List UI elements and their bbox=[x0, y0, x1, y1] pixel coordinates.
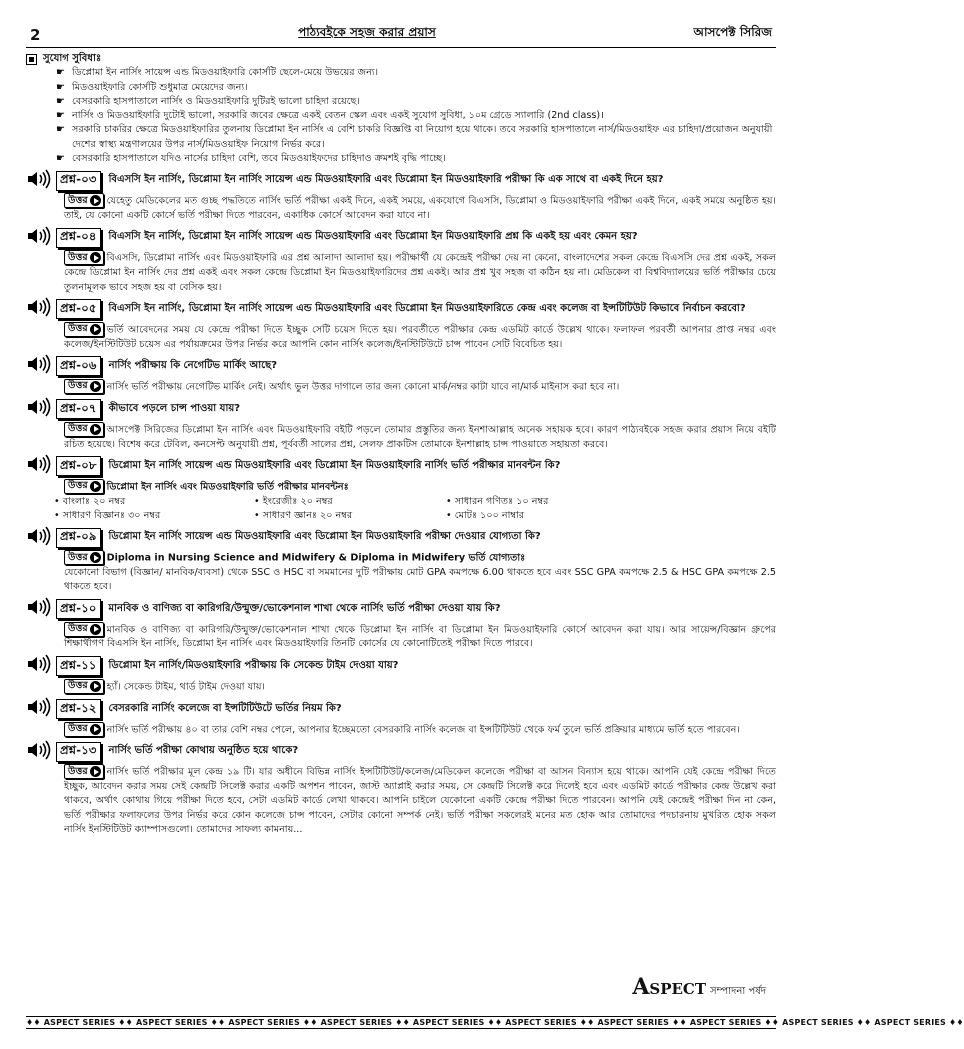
question-text: বেসরকারি নার্সিং কলেজে বা ইন্সটিটিউটে ভর্তির নিয়ম কি? bbox=[108, 702, 342, 714]
question-text: ডিপ্লোমা ইন নার্সিং/মিডওয়াইফারি পরীক্ষায় কি সেকেন্ড টাইম দেওয়া যায়? bbox=[108, 659, 399, 671]
answer-block bbox=[64, 764, 776, 837]
answer-block bbox=[64, 679, 776, 695]
qa-block bbox=[26, 656, 776, 695]
speaker-icon bbox=[26, 740, 52, 764]
play-arrow-icon bbox=[90, 724, 101, 735]
answer-badge: উত্তর bbox=[64, 679, 104, 694]
question-number-badge: প্রশ্ন-১১ bbox=[56, 656, 101, 676]
play-arrow-icon bbox=[90, 624, 101, 635]
question-text: কীভাবে পড়লে চান্স পাওয়া যায়? bbox=[108, 402, 241, 414]
answer-subheading: ডিপ্লোমা ইন নার্সিং এবং মিডওয়াইফারি ভর্তি পরীক্ষার মানবন্টনঃ bbox=[106, 481, 349, 493]
qa-list bbox=[26, 170, 776, 837]
marks-item: • সাধারন গণিতঃ ১০ নম্বর bbox=[446, 495, 646, 509]
answer-block bbox=[64, 379, 776, 395]
benefits-heading: সুযোগ সুবিধাঃ bbox=[43, 53, 102, 64]
play-arrow-icon bbox=[90, 681, 101, 692]
answer-badge: উত্তর bbox=[64, 322, 104, 337]
question-row bbox=[26, 699, 776, 720]
answer-badge: উত্তর bbox=[64, 379, 104, 394]
speaker-icon bbox=[26, 526, 52, 550]
answer-block bbox=[64, 479, 776, 495]
qa-block bbox=[26, 741, 776, 837]
aspect-logo: ASPECT bbox=[632, 974, 707, 1000]
pointing-hand-icon: ☛ bbox=[56, 95, 65, 107]
footer-bar: ♦♦ ASPECT SERIES ♦♦ ASPECT SERIES ♦♦ ASPECT SERIES ♦♦ ASPECT SERIES ♦♦ ASPECT SERIES ♦♦ ASPECT SERIES ♦♦ ASPECT SERIES ♦♦ ASPECT SERIES ♦♦ ASPECT SERIES ♦♦ ASPECT SERIES ♦♦ bbox=[26, 1018, 964, 1027]
speaker-icon bbox=[26, 297, 52, 321]
list-item: ☛ সরকারি চাকরির ক্ষেত্রে মিডওয়াইফারির তুলনায় ডিপ্লোমা ইন নার্সিং এ বেশি চাকরি বিজ্ঞপ্তি বা নিয়োগ হয়ে থাকে। তবে সরকারি হাসপাতালে নার্স/মিডওয়াইফ এর চাহিদা/প্রয়োজন অনুযায়ী দেশের স্বাস্থ্য মন্ত্রণালয়ের উপর নার্স/মিডওয়াইফ নিয়োগ নির্ভর করে। bbox=[56, 124, 773, 150]
qa-block bbox=[26, 399, 776, 452]
question-text: নার্সিং পরীক্ষায় কি নেগেটিভ মার্কিং আছে? bbox=[108, 359, 278, 371]
answer-block bbox=[64, 722, 776, 738]
answer-block bbox=[64, 550, 776, 594]
question-row bbox=[26, 456, 776, 477]
question-number-badge: প্রশ্ন-০৫ bbox=[56, 299, 101, 319]
question-row bbox=[26, 356, 776, 377]
play-arrow-icon bbox=[90, 324, 101, 335]
answer-block bbox=[64, 322, 776, 352]
qa-block bbox=[26, 699, 776, 738]
question-row bbox=[26, 527, 776, 548]
answer-badge: উত্তর bbox=[64, 250, 104, 265]
question-text: নার্সিং ভর্তি পরীক্ষা কোথায় অনুষ্ঠিত হয়ে থাকে? bbox=[108, 745, 299, 757]
speaker-icon bbox=[26, 354, 52, 378]
play-arrow-icon bbox=[90, 766, 101, 777]
list-item: ☛ বেসরকারি হাসপাতালে যদিও নার্সের চাহিদা বেশি, তবে মিডওয়াইফদের চাহিদাও ক্রমশই বৃদ্ধি পাচ্ছে। bbox=[58, 152, 776, 166]
list-item: ☛ ডিপ্লোমা ইন নার্সিং সায়েন্স এন্ড মিডওয়াইফারি কোর্সটি ছেলে-মেয়ে উভয়ের জন্য। bbox=[58, 66, 776, 80]
marks-item: • সাধারণ জ্ঞানঃ ২০ নম্বর bbox=[254, 509, 446, 523]
list-item: ☛ নার্সিং ও মিডওয়াইফারি দুটোই ভালো, সরকারি জবের ক্ষেত্রে একই বেতন স্কেল এবং একই সুযোগ সুবিধা, ১০ম গ্রেডে স্যালারি (2nd class)। bbox=[58, 109, 776, 123]
answer-badge: উত্তর bbox=[64, 193, 104, 208]
question-number-badge: প্রশ্ন-০৮ bbox=[56, 456, 101, 476]
pointing-hand-icon: ☛ bbox=[56, 153, 65, 165]
answer-badge: উত্তর bbox=[64, 550, 104, 565]
answer-block bbox=[64, 193, 776, 223]
qa-block bbox=[26, 456, 776, 523]
speaker-icon bbox=[26, 397, 52, 421]
answer-text: নার্সিং ভর্তি পরীক্ষায় ৪০ বা তার বেশি নম্বর পেলে, আপনার ইচ্ছেমতো বেসরকারি নার্সিং কলেজ বা ইন্সটিটিউট থেকে ফর্ম তুলে ভর্তি প্রক্রিয়ার মাধ্যমে ভর্তি হতে পারবেন। bbox=[106, 724, 740, 736]
answer-text: আসপেক্ট সিরিজের ডিপ্লোমা ইন নার্সিং এবং মিডওয়াইফারি বইটি পড়লে তোমার প্রস্তুতির জন্য ইনশাআল্লাহ অনেক সহায়ক হবে। কারণ পাঠ্যবইকে সহজ করার প্রয়াস নিয়ে বইটি রচিত হয়েছে। বিশেষ করে টেবিল, কনসেপ্ট অনুযায়ী প্রশ্ন, পূর্ববর্তী সালের প্রশ্ন, সেলফ প্রাকটিস তোমাকে ইনশাল্লাহ চান্স পাওয়াতে সহায়তা করবে। bbox=[64, 424, 776, 450]
speaker-icon bbox=[26, 454, 52, 478]
question-row bbox=[26, 227, 776, 248]
play-arrow-icon bbox=[90, 481, 101, 492]
question-number-badge: প্রশ্ন-১২ bbox=[56, 699, 101, 719]
answer-badge: উত্তর bbox=[64, 722, 104, 737]
answer-block bbox=[64, 422, 776, 452]
marks-distribution bbox=[54, 495, 776, 524]
qa-block bbox=[26, 170, 776, 223]
answer-text: নার্সিং ভর্তি পরীক্ষায় নেগেটিভ মার্কিং নেই। অর্থাৎ ভুল উত্তর দাগালে তার জন্য কোনো মার্ক/নম্বর কাটা যাবে না/মার্ক মাইনাস করা হবে না। bbox=[106, 381, 620, 393]
answer-block bbox=[64, 622, 776, 652]
answer-badge: উত্তর bbox=[64, 479, 104, 494]
answer-text: মানবিক ও বাণিজ্য বা কারিগরি/উন্মুক্ত/ভোকেশনাল শাখা থেকে ডিপ্লোমা ইন নার্সিং বা ডিপ্লোমা ইন মিডওয়াইফারি কোর্সে আবেদন করা যায়। আর সায়েন্স/বিজ্ঞান গ্রুপের শিক্ষার্থীগণ বিএসসি ইন নার্সিং, ডিপ্লোমা ইন নার্সিং এবং মিডওয়াইফারি তিনটি কোর্সের যে কোনোটিতেই পরীক্ষা দিতে পারবে। bbox=[64, 624, 776, 650]
question-number-badge: প্রশ্ন-০৯ bbox=[56, 528, 101, 548]
pointing-hand-icon: ☛ bbox=[56, 124, 65, 136]
question-text: বিএসসি ইন নার্সিং, ডিপ্লোমা ইন নার্সিং সায়েন্স এন্ড মিডওয়াইফারি এবং ডিপ্লোমা ইন মিডওয়াইফারি পরীক্ষা কি এক সাথে বা একই দিনে হয়? bbox=[108, 174, 664, 186]
question-text: ডিপ্লোমা ইন নার্সিং সায়েন্স এন্ড মিডওয়াইফারি এবং ডিপ্লোমা ইন মিডওয়াইফারি পরীক্ষা দেওয়ার যোগ্যতা কি? bbox=[108, 531, 541, 543]
pointing-hand-icon: ☛ bbox=[56, 110, 65, 122]
benefits-section bbox=[26, 52, 776, 166]
marks-item: • ইংরেজীঃ ২০ নম্বর bbox=[254, 495, 446, 509]
document-page bbox=[0, 14, 964, 1049]
question-row bbox=[26, 399, 776, 420]
play-arrow-icon bbox=[90, 195, 101, 206]
question-number-badge: প্রশ্ন-০৭ bbox=[56, 399, 101, 419]
speaker-icon bbox=[26, 597, 52, 621]
qa-block bbox=[26, 356, 776, 395]
question-number-badge: প্রশ্ন-০৩ bbox=[56, 171, 101, 191]
play-arrow-icon bbox=[90, 381, 101, 392]
answer-badge: উত্তর bbox=[64, 622, 104, 637]
speaker-icon bbox=[26, 697, 52, 721]
question-text: বিএসসি ইন নার্সিং, ডিপ্লোমা ইন নার্সিং সায়েন্স এন্ড মিডওয়াইফারি এবং ডিপ্লোমা ইন মিডওয়াইফারি প্রশ্ন কি একই হয় এবং কেমন হয়? bbox=[108, 231, 638, 243]
answer-text: হ্যাঁ। সেকেন্ড টাইম, থার্ড টাইম দেওয়া যায়। bbox=[106, 681, 265, 693]
question-row bbox=[26, 741, 776, 762]
square-bullet-icon bbox=[26, 54, 37, 65]
header-title: পাঠ্যবইকে সহজ করার প্রয়াস bbox=[298, 25, 436, 39]
answer-block bbox=[64, 250, 776, 294]
play-arrow-icon bbox=[90, 252, 101, 263]
question-row bbox=[26, 599, 776, 620]
page-number: 2 bbox=[30, 26, 41, 44]
pointing-hand-icon: ☛ bbox=[56, 67, 65, 79]
play-arrow-icon bbox=[90, 552, 101, 563]
question-number-badge: প্রশ্ন-০৬ bbox=[56, 356, 101, 376]
speaker-icon bbox=[26, 169, 52, 193]
list-item: ☛ মিডওয়াইফারি কোর্সটি শুধুমাত্র মেয়েদের জন্য। bbox=[58, 81, 776, 95]
question-row bbox=[26, 656, 776, 677]
question-row bbox=[26, 299, 776, 320]
marks-item: • সাধারণ বিজ্ঞানঃ ৩০ নম্বর bbox=[54, 509, 254, 523]
answer-text: বিএসসি, ডিপ্লোমা নার্সিং এবং মিডওয়াইফারি এর প্রশ্ন আলাদা আলাদা হয়। পরীক্ষার্থী যে কেন্দ্রেই পরীক্ষা দেয় না কেনো, বাংলাদেশের সকল কেন্দ্রে বিএসসি দের প্রশ্ন একই, সকল কেন্দ্রে ডিপ্লোমা ইন নার্সিং দের প্রশ্ন একই এবং সকল কেন্দ্রে ডিপ্লোমা ইন মিডওয়াইফারিদের প্রশ্ন একই। আর প্রশ্ন খুব সহজ বা কঠিন হয় না। মেডিকেল বা বিশ্ববিদ্যালয়ের ভর্তি পরীক্ষার চেয়ে তুলনামূলক ভাবে সহজ হয় বা বেসিক হয়। bbox=[64, 252, 776, 293]
question-number-badge: প্রশ্ন-১০ bbox=[56, 599, 101, 619]
answer-badge: উত্তর bbox=[64, 764, 104, 779]
answer-text: যেকোনো বিভাগ (বিজ্ঞান/ মানবিক/ব্যবসা) থেকে SSC ও HSC বা সমমানের দুটি পরীক্ষায় মোট GPA কমপক্ষে 6.00 থাকতে হবে এবং SSC GPA কমপক্ষে 2.5 & HSC GPA কমপক্ষে 2.5 থাকতে হবে। bbox=[64, 567, 776, 593]
answer-text: নার্সিং ভর্তি পরীক্ষার মূল কেন্দ্র ১৯ টি। যার অধীনে বিভিন্ন নার্সিং ইন্সটিটিউট/কলেজ/মেডিকেল কলেজে পরীক্ষা বা আসন বিন্যাস হয়ে থাকে। আপনি যেই কেন্দ্রে পরীক্ষা দিতে ইচ্ছুক, আবেদন করার সময় সেই কেন্দ্রটি সিলেক্ট করার একটি অপশন পাবেন, জাস্ট অ্যাপ্লাই করার সময়, সে কেন্দ্রটি সিলেক্ট করে দিলেই হবে এবং এডমিট কার্ডে পরীক্ষার কেন্দ্র উল্লেখ করা থাকবে, অর্থাৎ কোথায় গিয়ে পরীক্ষা দিতে হবে, সেটা এডমিট কার্ডে লেখা থাকবে। আপনি চাইলে যেকোনো একটি কেন্দ্রে পরীক্ষা দিতে পারবেন। আপনি যেই কেন্দ্রেই পরীক্ষা দিন না কেন, ভর্তি পরীক্ষার ফলাফলের উপর নির্ভর করে কোন কলেজে চান্স পাবেন, সেটার কোনো সম্পর্ক নেই। ভর্তি পরীক্ষা সকলেরই মনের মত হোক আর তোমাদের পদচারনায় মুখরিত হোক সকল নার্সিং ইনস্টিটিউট ক্যাম্পাসগুলো। তোমাদের সাফল্য কামনায়... bbox=[64, 766, 776, 835]
answer-text: ভর্তি আবেদনের সময় যে কেন্দ্রে পরীক্ষা দিতে ইচ্ছুক সেটি চয়েস দিতে হয়। পরবর্তীতে পরীক্ষার কেন্দ্র এডমিট কার্ডে উল্লেখ থাকে। ফলাফল পরবর্তী আপনার প্রাপ্ত নম্বর এবং কলেজ/ইনস্টিটিউট চয়েস এর পর্যায়ক্রমের উপর নির্ভর করে আপনি কোন নার্সিং কলেজ/ইনস্টিটিউটে চান্স পাবেন সেটি বিবেচিত হয়। bbox=[64, 324, 776, 350]
play-arrow-icon bbox=[90, 424, 101, 435]
speaker-icon bbox=[26, 654, 52, 678]
benefits-title bbox=[26, 52, 776, 66]
question-row bbox=[26, 170, 776, 191]
page-header bbox=[26, 14, 776, 48]
marks-item: • বাংলাঃ ২০ নম্বর bbox=[54, 495, 254, 509]
pointing-hand-icon: ☛ bbox=[56, 81, 65, 93]
question-number-badge: প্রশ্ন-০৪ bbox=[56, 228, 101, 248]
list-item: ☛ বেসরকারি হাসপাতালে নার্সিং ও মিডওয়াইফারি দুটিরই ভালো চাহিদা রয়েছে। bbox=[58, 95, 776, 109]
answer-text: যেহেতু মেডিকেলের মত গুচ্ছ পদ্ধতিতে নার্সিং ভর্তি পরীক্ষা একই দিনে, একই সময়ে, একযোগে বিএসসি, ডিপ্লোমা ও মিডওয়াইফারি পরীক্ষা একই দিনে, একই সময়ে অনুষ্ঠিত হয়। তাই, যে কোনো একটি কোর্সে ভর্তি পরীক্ষা দিতে পারবেন, একাধিক কোর্সে আবেদন করা যাবে না। bbox=[64, 195, 776, 222]
header-series: আসপেক্ট সিরিজ bbox=[693, 25, 772, 39]
editorial-board: সম্পাদনা পর্ষদ bbox=[710, 986, 766, 997]
answer-subheading: Diploma in Nursing Science and Midwifery & Diploma in Midwifery ভর্তি যোগ্যতাঃ bbox=[106, 552, 526, 564]
question-text: বিএসসি ইন নার্সিং, ডিপ্লোমা ইন নার্সিং সায়েন্স এন্ড মিডওয়াইফারি এবং ডিপ্লোমা ইন মিডওয়াইফারিতে কেন্দ্র এবং কলেজ বা ইন্সটিটিউট কিভাবে নির্বাচন করবো? bbox=[108, 302, 746, 314]
question-text: মানবিক ও বাণিজ্য বা কারিগরি/উন্মুক্ত/ভোকেশনাল শাখা থেকে নার্সিং ভর্তি পরীক্ষা দেওয়া যায় কি? bbox=[108, 602, 501, 614]
qa-block bbox=[26, 299, 776, 352]
question-text: ডিপ্লোমা ইন নার্সিং সায়েন্স এন্ড মিডওয়াইফারি এবং ডিপ্লোমা ইন মিডওয়াইফারি নার্সিং ভর্তি পরীক্ষার মানবন্টন কি? bbox=[108, 459, 561, 471]
answer-badge: উত্তর bbox=[64, 422, 104, 437]
qa-block bbox=[26, 599, 776, 652]
benefits-list bbox=[26, 66, 776, 166]
question-number-badge: প্রশ্ন-১৩ bbox=[56, 742, 101, 762]
qa-block bbox=[26, 227, 776, 294]
speaker-icon bbox=[26, 226, 52, 250]
editorial-signature bbox=[632, 974, 766, 1001]
qa-block bbox=[26, 527, 776, 594]
marks-item: • মোটঃ ১০০ নাম্বার bbox=[446, 509, 646, 523]
